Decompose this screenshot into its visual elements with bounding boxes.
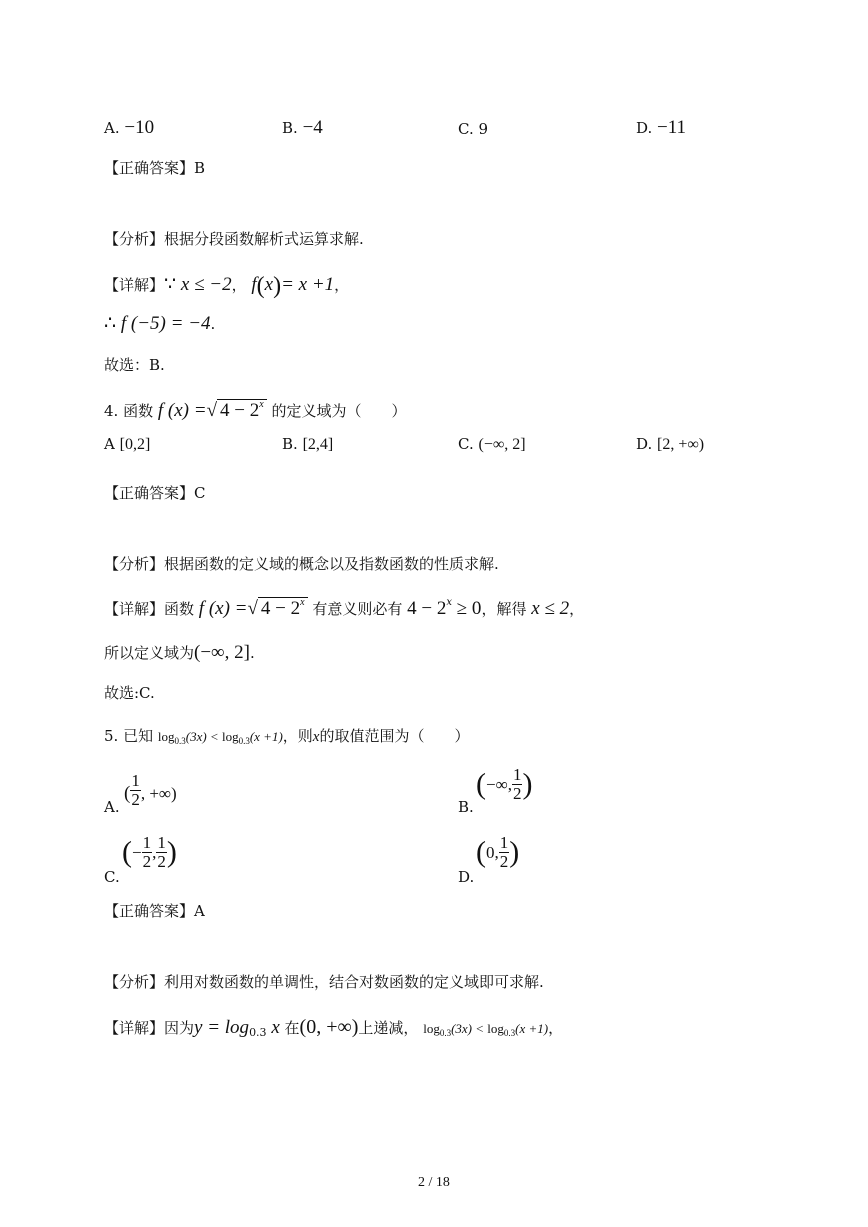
option-letter: C. <box>458 435 474 453</box>
q5-answer: 【正确答案】A <box>104 902 205 920</box>
exponent: x <box>259 399 264 410</box>
page-number: 2 / 18 <box>418 1175 450 1190</box>
denominator: 2 <box>131 789 140 809</box>
q4-domain <box>104 643 255 662</box>
question-number: 4. 函数 <box>104 402 154 420</box>
variable: x <box>266 1017 280 1038</box>
inequality: 4 − 2 <box>407 598 447 619</box>
q3-choose: 故选：B. <box>104 356 165 374</box>
numerator: 1 <box>131 771 140 790</box>
option-value: (−∞, 2] <box>478 436 526 453</box>
option-letter: D. <box>636 119 653 137</box>
domain-text: 所以定义域为 <box>104 644 195 662</box>
open-paren: ( <box>124 782 131 804</box>
result-expr: f (−5) = −4 <box>120 313 211 334</box>
log-base: 0.3 <box>238 736 250 746</box>
log-base: 0.3 <box>439 1028 452 1038</box>
q4-option-c <box>458 437 526 453</box>
stem-text: 的取值范围为（ ） <box>319 727 470 745</box>
option-value: −10 <box>124 117 155 138</box>
solution: x ≤ 2 <box>531 598 570 619</box>
q3-detail: 【详解】∵ x ≤ −2， f(x)= x +1， <box>104 273 350 299</box>
numerator: 1 <box>157 833 166 852</box>
detail-text: 上递减， <box>358 1019 419 1037</box>
log-base: 0.3 <box>503 1028 516 1038</box>
log-arg: (x +1) <box>515 1021 549 1036</box>
option-value: −11 <box>657 117 687 138</box>
interval: (0, +∞) <box>299 1016 359 1038</box>
log-symbol: log <box>221 729 239 744</box>
q4-analysis: 【分析】根据函数的定义域的概念以及指数函数的性质求解. <box>104 555 499 573</box>
question-number: 5. 已知 <box>104 727 154 745</box>
comma: ， <box>569 600 585 618</box>
log-arg: (3x) < <box>451 1021 485 1036</box>
option-value: [2,4] <box>302 436 334 453</box>
period: . <box>249 644 255 662</box>
q3-option-a <box>104 118 154 137</box>
option-letter: D. <box>458 868 475 886</box>
q4-stem: 4. 函数 f (x) =√ $4 - 2^x$ 的定义域为（ ） <box>104 399 407 421</box>
q3-answer: 【正确答案】B <box>104 159 206 177</box>
interval-rest: , +∞) <box>140 783 177 803</box>
therefore-symbol: ∴ <box>104 313 117 334</box>
function-expr: f (x) = <box>157 400 207 421</box>
numerator: 1 <box>512 765 522 784</box>
q3-option-d <box>636 118 686 137</box>
radicand: 4 − 2 <box>220 400 260 421</box>
denominator: 2 <box>512 783 522 803</box>
period: . <box>210 315 216 333</box>
q4-option-a <box>104 437 150 453</box>
q4-answer: 【正确答案】C <box>104 484 206 502</box>
function-name: f <box>251 274 257 295</box>
q4-detail: 【详解】函数 f (x) =√ $4 - 2^x$ 有意义则必有 $4 - 2^x \ge 0$，解得 x ≤ 2， <box>104 597 585 619</box>
option-letter: A <box>104 435 115 453</box>
detail-text: ，解得 <box>481 600 532 618</box>
q3-option-c <box>458 122 488 137</box>
q4-option-b <box>282 437 333 453</box>
because-symbol: ∵ <box>164 274 177 295</box>
option-letter: B. <box>458 798 474 816</box>
comma: ， <box>334 276 350 294</box>
condition: x ≤ −2 <box>180 274 232 295</box>
function-expr: y = log <box>194 1017 250 1038</box>
document-page: A. −10 B. −4 C. 9 D. −11 【正确答案】B 【分析】根据分段函数解析式运算求解. 【详解】∵ x ≤ −2， f(x)= x +1， ∴ f (−5) = −4. 故选：B. 4. 函数 f (x) =√ $4 - 2^x$ 的定义域为（ ） A [0,2] B. [2,4] C. (−∞, 2] D. [2, +∞) 【正确答案】C 【分析】根据函数的定义域的概念以及指数函数的性质求解. 【详解】函数 f (x) =√ $4 - 2^x$ 有意义则必有 $4 - 2^x \ge 0$，解得 x ≤ 2， 所以定义域为(−∞, 2]. 故选:C. 5. 已知 $\log_{0.3}(3x) < \log_{0.3}(x +1)$，则x的取值范围为（ ） A. ( $\frac{1}{2}$ , +∞) B. (−∞, $\frac{1}{2}$ ) C. (− $\frac{1}{2}$ , $\frac{1}{2}$ ) D. (0, $\frac{1}{2}$ ) 【正确答案】A 【分析】利用对数函数的单调性，结合对数函数的定义域即可求解. 【详解】因为$y = \log_{0.3} x$ 在(0, +∞)上递减， $\log_{0.3}(3x) < \log_{0.3}(x +1)$， 2 / 18 <box>0 0 868 1227</box>
q4-choose: 故选:C. <box>104 684 155 702</box>
q5-detail <box>104 1017 563 1038</box>
log-base: 0.3 <box>174 736 186 746</box>
option-letter: D. <box>636 435 653 453</box>
detail-label: 【详解】 <box>104 276 165 294</box>
denominator: 2 <box>142 851 152 871</box>
interval-left: −∞, <box>486 774 512 794</box>
log-symbol: log <box>423 1021 440 1036</box>
log-arg: (x +1) <box>249 729 283 744</box>
option-letter: B. <box>282 435 298 453</box>
option-value: −4 <box>302 117 323 138</box>
detail-label: 【详解】函数 <box>104 600 195 618</box>
stem-text: 的定义域为（ ） <box>266 402 407 420</box>
radicand: 4 − 2 <box>260 598 301 619</box>
function-expr: = x +1 <box>281 274 335 295</box>
q3-option-b <box>282 118 323 137</box>
detail-label: 【详解】因为 <box>104 1019 195 1037</box>
exponent: x <box>446 597 452 608</box>
exponent: x <box>300 597 305 608</box>
option-value: [2, +∞) <box>657 436 705 453</box>
option-letter: A. <box>104 798 120 816</box>
denominator: 2 <box>157 851 166 871</box>
function-expr: f (x) = <box>198 598 248 619</box>
option-value: 9 <box>478 120 489 138</box>
q3-analysis: 【分析】根据分段函数解析式运算求解. <box>104 230 364 248</box>
denominator: 2 <box>499 851 509 871</box>
option-letter: C. <box>458 120 474 138</box>
stem-text: ，则 <box>282 727 313 745</box>
minus-sign: − <box>132 842 142 862</box>
detail-text: 在 <box>284 1019 300 1037</box>
option-letter: C. <box>104 868 120 886</box>
option-value: [0,2] <box>119 436 151 453</box>
option-letter: A. <box>104 119 120 137</box>
numerator: 1 <box>499 833 509 852</box>
q5-stem <box>104 729 469 746</box>
comma: ， <box>548 1019 564 1037</box>
q3-therefore <box>104 314 215 333</box>
inequality-rest: ≥ 0 <box>452 598 482 619</box>
detail-text: 有意义则必有 <box>307 600 408 618</box>
log-symbol: log <box>157 729 175 744</box>
numerator: 1 <box>142 833 152 852</box>
log-base: 0.3 <box>249 1026 267 1039</box>
log-arg: (3x) < <box>185 729 219 744</box>
q5-analysis: 【分析】利用对数函数的单调性，结合对数函数的定义域即可求解. <box>104 973 544 991</box>
option-letter: B. <box>282 119 298 137</box>
log-symbol: log <box>487 1021 504 1036</box>
q4-option-d <box>636 437 704 453</box>
variable: x <box>312 729 320 745</box>
domain-value: (−∞, 2] <box>194 642 250 663</box>
interval-left: 0, <box>486 842 499 862</box>
comma: ， <box>231 276 247 294</box>
